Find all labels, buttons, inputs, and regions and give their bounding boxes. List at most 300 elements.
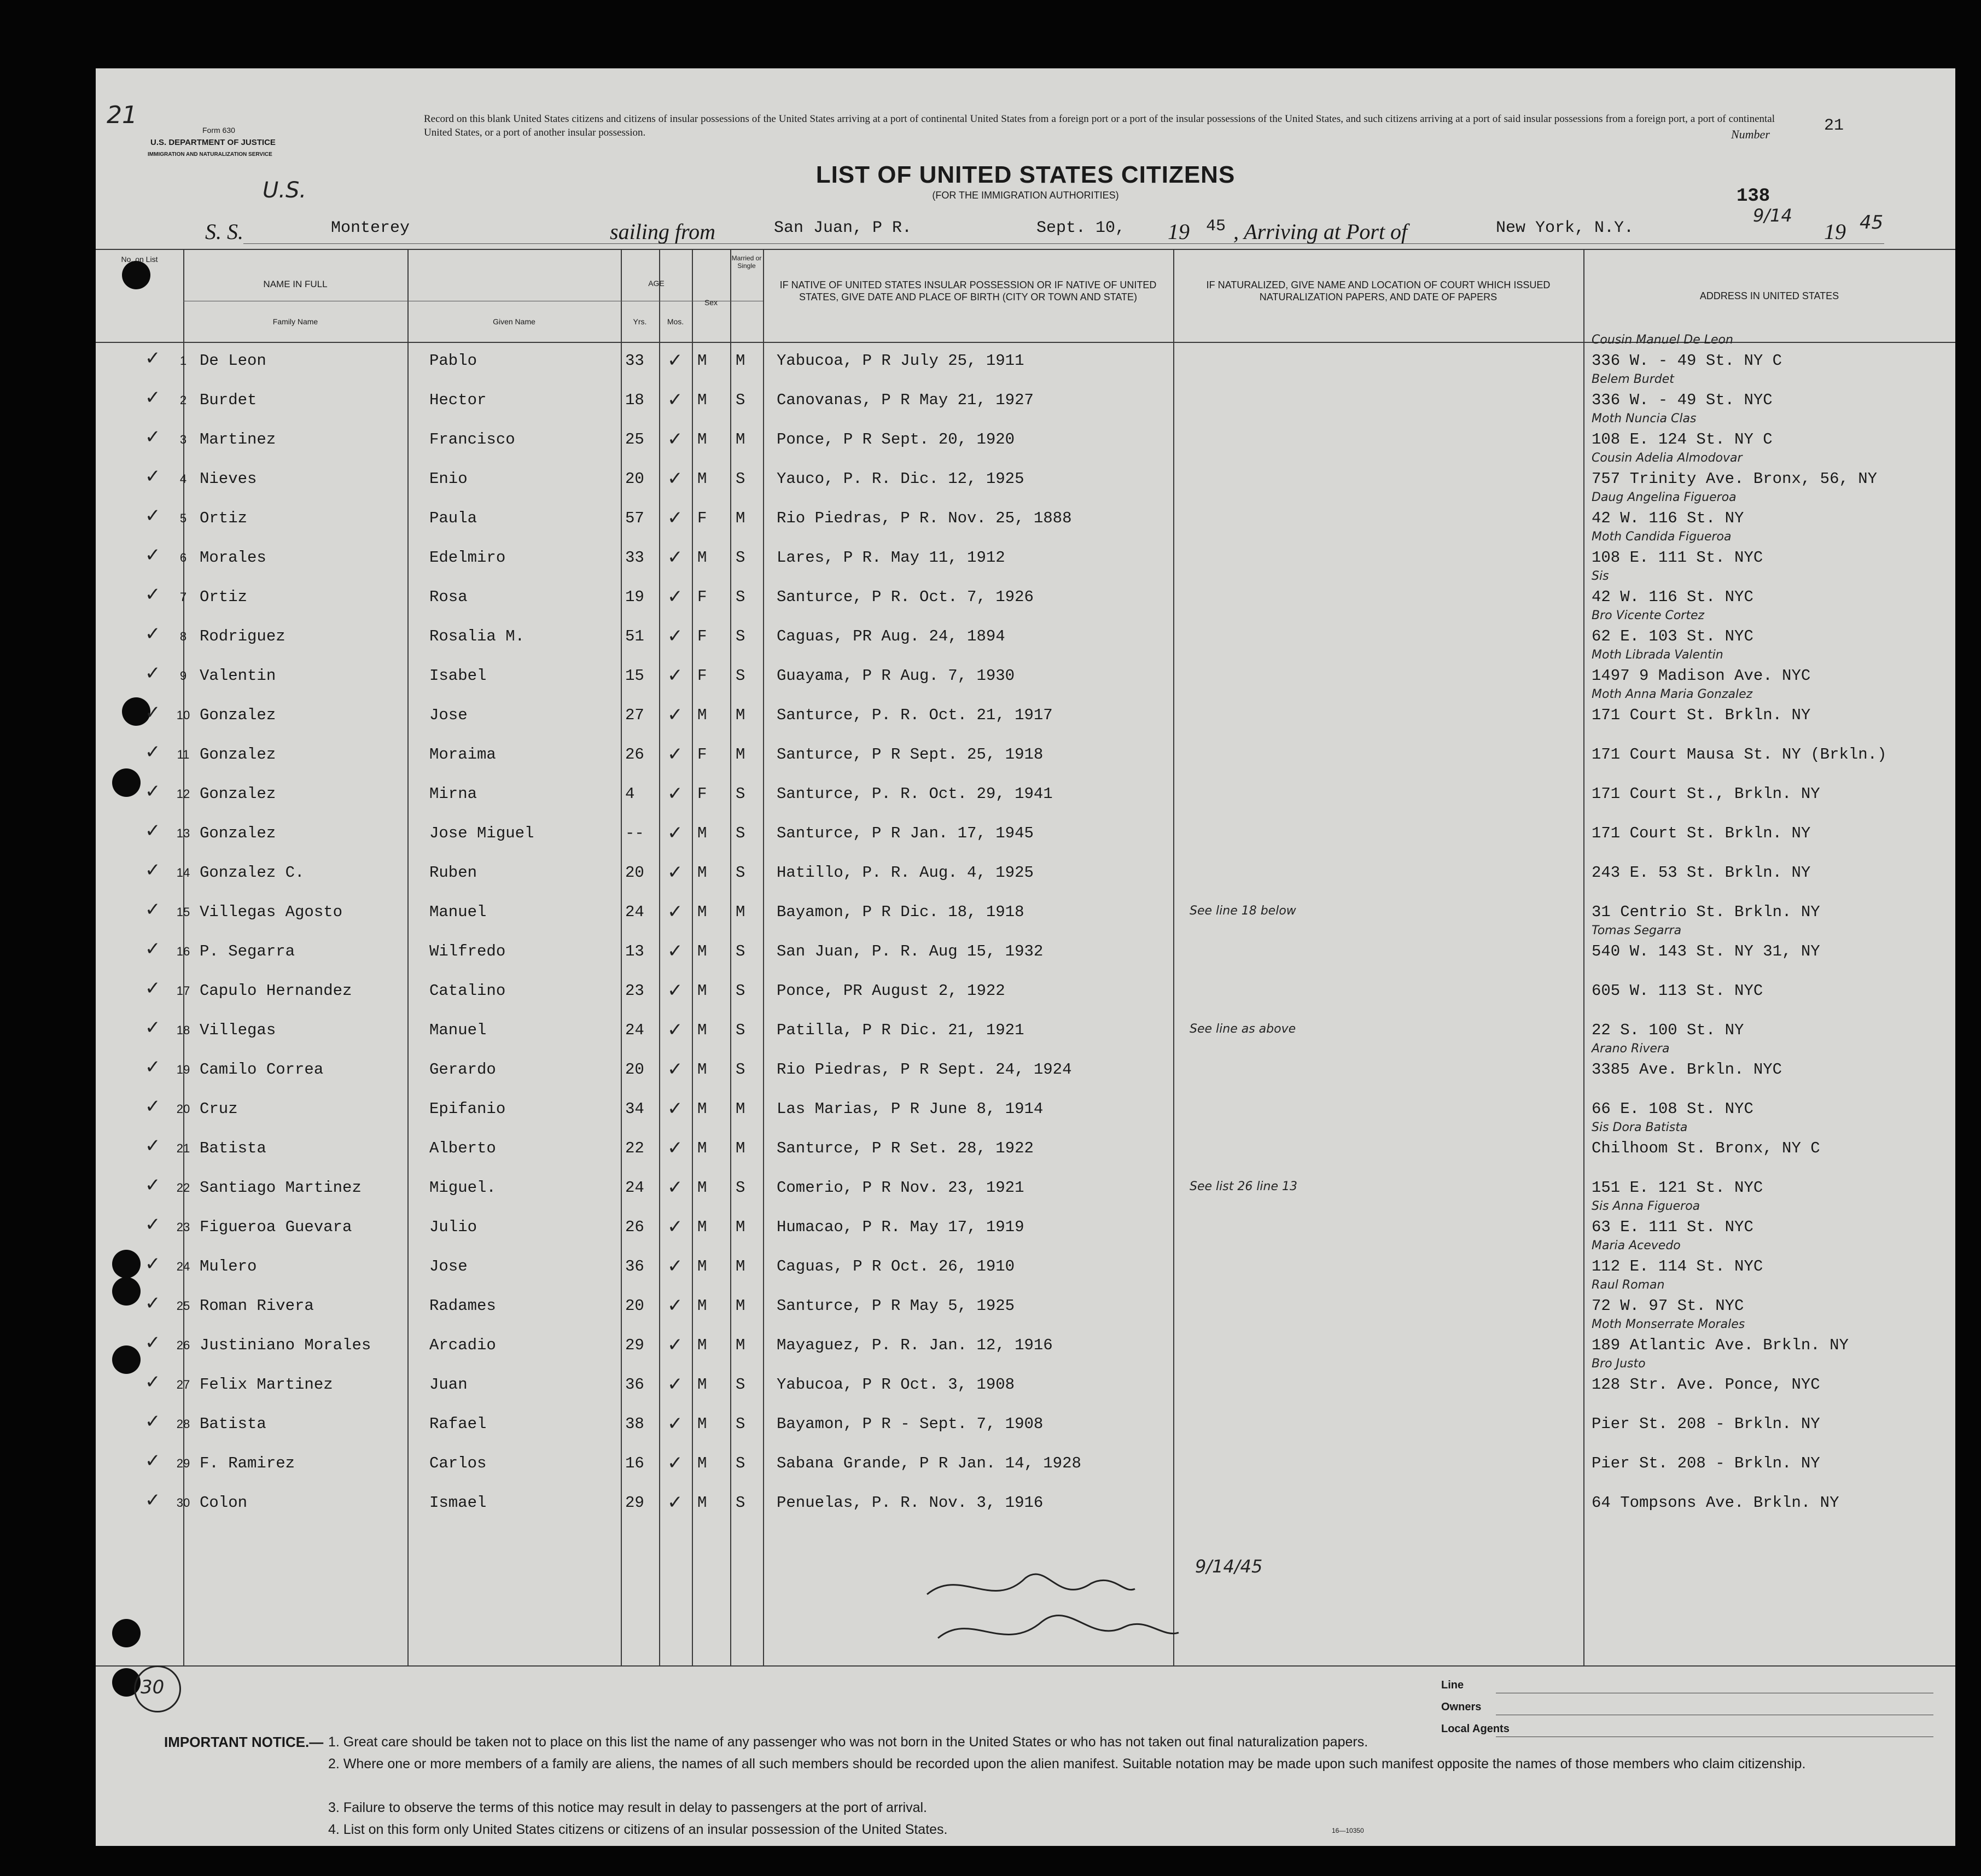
col-yrs: Yrs. bbox=[633, 317, 647, 326]
check-mark-icon: ✓ bbox=[667, 1137, 683, 1159]
check-mark-icon: ✓ bbox=[145, 1096, 161, 1117]
cell-given: Miguel. bbox=[429, 1179, 496, 1197]
cell-ms: M bbox=[736, 1336, 745, 1354]
check-mark-icon: ✓ bbox=[667, 940, 683, 962]
check-mark-icon: ✓ bbox=[145, 820, 161, 842]
cell-family: Ortiz bbox=[200, 588, 248, 606]
cell-no: 9 bbox=[179, 669, 187, 683]
cell-given: Jose bbox=[429, 1257, 468, 1275]
check-mark-icon: ✓ bbox=[667, 822, 683, 844]
cell-ms: S bbox=[736, 391, 745, 409]
arrival-port: New York, N.Y. bbox=[1496, 219, 1634, 237]
check-mark-icon: ✓ bbox=[145, 702, 161, 724]
cell-birth: Bayamon, P R Dic. 18, 1918 bbox=[777, 903, 1024, 921]
cell-address: 540 W. 143 St. NY 31, NY bbox=[1592, 942, 1820, 960]
cell-birth: Caguas, PR Aug. 24, 1894 bbox=[777, 627, 1005, 645]
cell-family: Gonzalez bbox=[200, 706, 276, 724]
cell-family: Rodriguez bbox=[200, 627, 286, 645]
cell-no: 10 bbox=[176, 708, 190, 722]
cell-birth: Caguas, P R Oct. 26, 1910 bbox=[777, 1257, 1015, 1275]
table-row bbox=[96, 1357, 1955, 1409]
cell-birth: Santurce, P R. Oct. 7, 1926 bbox=[777, 588, 1034, 606]
cell-no: 19 bbox=[176, 1063, 190, 1076]
check-mark-icon: ✓ bbox=[145, 1371, 161, 1393]
check-mark-icon: ✓ bbox=[145, 426, 161, 448]
handwritten-note: Moth Monserrate Morales bbox=[1592, 1318, 1745, 1331]
cell-birth: Canovanas, P R May 21, 1927 bbox=[777, 391, 1034, 409]
cell-address: 189 Atlantic Ave. Brkln. NY bbox=[1592, 1336, 1849, 1354]
cell-ms: S bbox=[736, 1494, 745, 1512]
cell-birth: Guayama, P R Aug. 7, 1930 bbox=[777, 667, 1015, 685]
cell-sex: M bbox=[697, 549, 707, 567]
handwritten-note: Cousin Manuel De Leon bbox=[1592, 333, 1733, 347]
cell-given: Epifanio bbox=[429, 1100, 506, 1118]
table-row bbox=[96, 977, 1955, 1016]
cell-yrs: 51 bbox=[625, 627, 644, 645]
cell-no: 25 bbox=[176, 1299, 190, 1313]
cell-ms: M bbox=[736, 430, 745, 448]
cell-birth: Rio Piedras, P R. Nov. 25, 1888 bbox=[777, 509, 1072, 527]
department: U.S. DEPARTMENT OF JUSTICE bbox=[150, 138, 276, 147]
handwritten-note: See list 26 line 13 bbox=[1190, 1180, 1298, 1193]
cell-family: Santiago Martinez bbox=[200, 1179, 362, 1197]
cell-address: 171 Court St. Brkln. NY bbox=[1592, 824, 1811, 842]
cell-yrs: 29 bbox=[625, 1336, 644, 1354]
check-mark-icon: ✓ bbox=[667, 349, 683, 371]
cell-given: Rosa bbox=[429, 588, 468, 606]
cell-given: Radames bbox=[429, 1297, 496, 1315]
cell-family: P. Segarra bbox=[200, 942, 295, 960]
cell-address: 31 Centrio St. Brkln. NY bbox=[1592, 903, 1820, 921]
cell-given: Juan bbox=[429, 1376, 468, 1394]
table-row bbox=[96, 924, 1955, 976]
cell-birth: San Juan, P. R. Aug 15, 1932 bbox=[777, 942, 1044, 960]
check-mark-icon: ✓ bbox=[667, 1216, 683, 1238]
check-mark-icon: ✓ bbox=[145, 1411, 161, 1432]
cell-sex: F bbox=[697, 588, 707, 606]
cell-address: 605 W. 113 St. NYC bbox=[1592, 982, 1763, 1000]
check-mark-icon: ✓ bbox=[667, 625, 683, 647]
cell-yrs: 4 bbox=[625, 785, 635, 803]
cell-sex: M bbox=[697, 706, 707, 724]
cell-family: Batista bbox=[200, 1415, 266, 1433]
cell-no: 7 bbox=[179, 590, 187, 604]
check-mark-icon: ✓ bbox=[145, 1253, 161, 1275]
handwritten-note: Raul Roman bbox=[1592, 1278, 1665, 1292]
cell-ms: S bbox=[736, 667, 745, 685]
cell-yrs: 20 bbox=[625, 1297, 644, 1315]
cell-address: 64 Tompsons Ave. Brkln. NY bbox=[1592, 1494, 1839, 1512]
cell-family: Gonzalez bbox=[200, 745, 276, 764]
cell-given: Catalino bbox=[429, 982, 506, 1000]
cell-sex: M bbox=[697, 1218, 707, 1236]
check-mark-icon: ✓ bbox=[145, 1056, 161, 1078]
check-mark-icon: ✓ bbox=[145, 387, 161, 409]
cell-given: Isabel bbox=[429, 667, 487, 685]
cell-no: 17 bbox=[176, 984, 190, 998]
cell-given: Pablo bbox=[429, 352, 477, 370]
cell-birth: Yabucoa, P R Oct. 3, 1908 bbox=[777, 1376, 1015, 1394]
cell-no: 3 bbox=[179, 433, 187, 446]
cell-sex: F bbox=[697, 667, 707, 685]
cell-birth: Ponce, PR August 2, 1922 bbox=[777, 982, 1005, 1000]
table-row bbox=[96, 1318, 1955, 1370]
cell-ms: M bbox=[736, 745, 745, 764]
col-family-name: Family Name bbox=[272, 317, 318, 326]
cell-family: Villegas bbox=[200, 1021, 276, 1039]
cell-ms: S bbox=[736, 549, 745, 567]
cell-yrs: 20 bbox=[625, 864, 644, 882]
number-value: 21 bbox=[1824, 116, 1844, 135]
cell-given: Enio bbox=[429, 470, 468, 488]
cell-birth: Rio Piedras, P R Sept. 24, 1924 bbox=[777, 1061, 1072, 1079]
cell-no: 15 bbox=[176, 905, 190, 919]
table-row bbox=[96, 820, 1955, 858]
cell-sex: M bbox=[697, 1139, 707, 1157]
table-row bbox=[96, 1239, 1955, 1291]
arrival-year: 45 bbox=[1860, 212, 1884, 234]
cell-birth: Comerio, P R Nov. 23, 1921 bbox=[777, 1179, 1024, 1197]
check-mark-icon: ✓ bbox=[667, 665, 683, 686]
cell-address: 108 E. 111 St. NYC bbox=[1592, 549, 1763, 567]
check-mark-icon: ✓ bbox=[145, 938, 161, 960]
check-mark-icon: ✓ bbox=[145, 623, 161, 645]
cell-given: Rosalia M. bbox=[429, 627, 525, 645]
ss-prefix-handwritten: U.S. bbox=[263, 178, 307, 203]
handwritten-note: Moth Nuncia Clas bbox=[1592, 412, 1697, 426]
cell-sex: M bbox=[697, 1100, 707, 1118]
col-no-on-list: No. on List bbox=[121, 255, 158, 264]
handwritten-note: Bro Justo bbox=[1592, 1357, 1646, 1371]
cell-address: 63 E. 111 St. NYC bbox=[1592, 1218, 1753, 1236]
check-mark-icon: ✓ bbox=[667, 1452, 683, 1474]
table-row bbox=[96, 688, 1955, 740]
check-mark-icon: ✓ bbox=[145, 1174, 161, 1196]
col-name-in-full: NAME IN FULL bbox=[263, 279, 328, 289]
handwritten-note: Sis bbox=[1592, 569, 1609, 583]
cell-family: Villegas Agosto bbox=[200, 903, 343, 921]
cell-yrs: 24 bbox=[625, 1179, 644, 1197]
handwritten-note: Moth Librada Valentin bbox=[1592, 648, 1723, 662]
cell-family: Nieves bbox=[200, 470, 257, 488]
col-birth: IF NATIVE OF UNITED STATES INSULAR POSSESSION OR IF NATIVE OF UNITED STATES, GIVE DATE AND PLACE OF BIRTH (CITY OR TOWN AND STATE) bbox=[779, 279, 1157, 302]
cell-no: 14 bbox=[176, 866, 190, 879]
cell-no: 29 bbox=[176, 1456, 190, 1470]
cell-sex: M bbox=[697, 864, 707, 882]
cell-given: Julio bbox=[429, 1218, 477, 1236]
sail-year: 45 bbox=[1206, 217, 1226, 236]
cell-yrs: 22 bbox=[625, 1139, 644, 1157]
check-mark-icon: ✓ bbox=[145, 1017, 161, 1039]
col-address: ADDRESS IN UNITED STATES bbox=[1699, 290, 1839, 301]
manifest-sheet bbox=[96, 68, 1955, 1846]
cell-birth: Lares, P R. May 11, 1912 bbox=[777, 549, 1005, 567]
cell-no: 6 bbox=[179, 551, 187, 564]
check-mark-icon: ✓ bbox=[667, 783, 683, 805]
col-given-name: Given Name bbox=[493, 317, 535, 326]
cell-birth: Santurce, P R Sept. 25, 1918 bbox=[777, 745, 1044, 764]
cell-ms: S bbox=[736, 1179, 745, 1197]
page-number-handwritten: 21 bbox=[107, 101, 137, 129]
cell-yrs: 36 bbox=[625, 1376, 644, 1394]
cell-sex: M bbox=[697, 1336, 707, 1354]
cell-no: 21 bbox=[176, 1141, 190, 1155]
arrival-number: 138 bbox=[1737, 186, 1770, 207]
cell-no: 5 bbox=[179, 511, 187, 525]
ss-label: S. S. bbox=[205, 219, 243, 244]
cell-sex: M bbox=[697, 391, 707, 409]
print-code: 16—10350 bbox=[1332, 1827, 1364, 1834]
cell-sex: M bbox=[697, 1454, 707, 1472]
cell-no: 30 bbox=[176, 1496, 190, 1510]
check-mark-icon: ✓ bbox=[145, 1292, 161, 1314]
cell-family: Camilo Correa bbox=[200, 1061, 324, 1079]
cell-given: Paula bbox=[429, 509, 477, 527]
cell-yrs: 57 bbox=[625, 509, 644, 527]
cell-yrs: 20 bbox=[625, 470, 644, 488]
cell-sex: M bbox=[697, 903, 707, 921]
cell-ms: S bbox=[736, 864, 745, 882]
cell-yrs: 15 bbox=[625, 667, 644, 685]
cell-ms: S bbox=[736, 982, 745, 1000]
handwritten-note: See line as above bbox=[1190, 1022, 1296, 1036]
check-mark-icon: ✓ bbox=[145, 1214, 161, 1236]
cell-yrs: 27 bbox=[625, 706, 644, 724]
cell-ms: M bbox=[736, 903, 745, 921]
cell-ms: M bbox=[736, 1139, 745, 1157]
check-mark-icon: ✓ bbox=[667, 704, 683, 726]
cell-family: Mulero bbox=[200, 1257, 257, 1275]
cell-family: Ortiz bbox=[200, 509, 248, 527]
cell-address: 22 S. 100 St. NY bbox=[1592, 1021, 1744, 1039]
check-mark-icon: ✓ bbox=[145, 780, 161, 802]
check-mark-icon: ✓ bbox=[145, 1332, 161, 1354]
cell-ms: M bbox=[736, 1257, 745, 1275]
handwritten-note: Sis Anna Figueroa bbox=[1592, 1199, 1700, 1213]
cell-ms: S bbox=[736, 470, 745, 488]
cell-yrs: 33 bbox=[625, 352, 644, 370]
cell-ms: S bbox=[736, 1021, 745, 1039]
cell-birth: Las Marias, P R June 8, 1914 bbox=[777, 1100, 1044, 1118]
check-mark-icon: ✓ bbox=[145, 1489, 161, 1511]
cell-sex: M bbox=[697, 1179, 707, 1197]
cell-sex: F bbox=[697, 745, 707, 764]
page-title: LIST OF UNITED STATES CITIZENS bbox=[815, 161, 1236, 188]
cell-address: 757 Trinity Ave. Bronx, 56, NY bbox=[1592, 470, 1878, 488]
table-row bbox=[96, 530, 1955, 582]
cell-yrs: 16 bbox=[625, 1454, 644, 1472]
cell-birth: Santurce, P R May 5, 1925 bbox=[777, 1297, 1015, 1315]
table-row bbox=[96, 1489, 1955, 1528]
cell-birth: Santurce, P R Jan. 17, 1945 bbox=[777, 824, 1034, 842]
cell-address: 151 E. 121 St. NYC bbox=[1592, 1179, 1763, 1197]
handwritten-note: Sis Dora Batista bbox=[1592, 1121, 1688, 1134]
check-mark-icon: ✓ bbox=[667, 586, 683, 608]
cell-address: 72 W. 97 St. NYC bbox=[1592, 1297, 1744, 1315]
cell-yrs: 38 bbox=[625, 1415, 644, 1433]
cell-no: 16 bbox=[176, 945, 190, 958]
cell-given: Hector bbox=[429, 391, 487, 409]
cell-sex: F bbox=[697, 627, 707, 645]
arriving-label: , Arriving at Port of bbox=[1233, 219, 1408, 244]
notice-3: 3. Failure to observe the terms of this notice may result in delay to passengers at the port of arrival. bbox=[328, 1800, 927, 1815]
check-mark-icon: ✓ bbox=[667, 428, 683, 450]
cell-ms: S bbox=[736, 627, 745, 645]
cell-given: Rafael bbox=[429, 1415, 487, 1433]
cell-address: 171 Court Mausa St. NY (Brkln.) bbox=[1592, 745, 1887, 764]
check-mark-icon: ✓ bbox=[145, 859, 161, 881]
cell-sex: M bbox=[697, 1061, 707, 1079]
cell-given: Wilfredo bbox=[429, 942, 506, 960]
cell-given: Manuel bbox=[429, 903, 487, 921]
cell-family: Gonzalez bbox=[200, 785, 276, 803]
check-mark-icon: ✓ bbox=[145, 465, 161, 487]
handwritten-note: Tomas Segarra bbox=[1592, 924, 1682, 937]
table-row bbox=[96, 780, 1955, 819]
cell-sex: F bbox=[697, 509, 707, 527]
cell-given: Arcadio bbox=[429, 1336, 496, 1354]
cell-family: Morales bbox=[200, 549, 266, 567]
cell-address: Chilhoom St. Bronx, NY C bbox=[1592, 1139, 1820, 1157]
check-mark-icon: ✓ bbox=[145, 584, 161, 605]
cell-yrs: 23 bbox=[625, 982, 644, 1000]
cell-ms: S bbox=[736, 942, 745, 960]
service: IMMIGRATION AND NATURALIZATION SERVICE bbox=[148, 152, 272, 158]
notice-title: IMPORTANT NOTICE.— bbox=[164, 1734, 324, 1750]
cell-address: 243 E. 53 St. Brkln. NY bbox=[1592, 864, 1811, 882]
cell-yrs: 26 bbox=[625, 745, 644, 764]
cell-sex: M bbox=[697, 1415, 707, 1433]
cell-no: 23 bbox=[176, 1220, 190, 1234]
handwritten-note: Cousin Adelia Almodovar bbox=[1592, 451, 1743, 465]
cell-yrs: 29 bbox=[625, 1494, 644, 1512]
check-mark-icon: ✓ bbox=[145, 347, 161, 369]
cell-ms: S bbox=[736, 785, 745, 803]
arrival-date-handwritten: 9/14 bbox=[1753, 205, 1792, 226]
check-mark-icon: ✓ bbox=[667, 468, 683, 490]
col-age: AGE bbox=[648, 279, 665, 288]
cell-ms: M bbox=[736, 352, 745, 370]
check-mark-icon: ✓ bbox=[145, 741, 161, 763]
cell-yrs: 25 bbox=[625, 430, 644, 448]
check-mark-icon: ✓ bbox=[667, 389, 683, 411]
cell-ms: M bbox=[736, 1297, 745, 1315]
cell-family: F. Ramirez bbox=[200, 1454, 295, 1472]
check-mark-icon: ✓ bbox=[145, 662, 161, 684]
table-top-rule bbox=[96, 249, 1955, 250]
cell-no: 27 bbox=[176, 1378, 190, 1391]
cell-no: 26 bbox=[176, 1338, 190, 1352]
cell-sex: M bbox=[697, 1021, 707, 1039]
cell-sex: M bbox=[697, 982, 707, 1000]
ship-line-rule bbox=[243, 243, 1884, 244]
cell-no: 13 bbox=[176, 826, 190, 840]
cell-address: Pier St. 208 - Brkln. NY bbox=[1592, 1454, 1820, 1472]
table-row bbox=[96, 1042, 1955, 1094]
cell-yrs: 33 bbox=[625, 549, 644, 567]
cell-given: Gerardo bbox=[429, 1061, 496, 1079]
cell-no: 22 bbox=[176, 1181, 190, 1195]
cell-given: Carlos bbox=[429, 1454, 487, 1472]
cell-birth: Santurce, P R Set. 28, 1922 bbox=[777, 1139, 1034, 1157]
cell-yrs: 34 bbox=[625, 1100, 644, 1118]
cell-family: Cruz bbox=[200, 1100, 238, 1118]
cell-family: Colon bbox=[200, 1494, 248, 1512]
check-mark-icon: ✓ bbox=[667, 901, 683, 923]
cell-birth: Humacao, P R. May 17, 1919 bbox=[777, 1218, 1024, 1236]
cell-no: 24 bbox=[176, 1260, 190, 1273]
cell-sex: M bbox=[697, 1257, 707, 1275]
cell-family: Burdet bbox=[200, 391, 257, 409]
cell-family: Justiniano Morales bbox=[200, 1336, 371, 1354]
cell-family: Gonzalez bbox=[200, 824, 276, 842]
cell-family: Valentin bbox=[200, 667, 276, 685]
check-mark-icon: ✓ bbox=[667, 980, 683, 1001]
cell-given: Alberto bbox=[429, 1139, 496, 1157]
check-mark-icon: ✓ bbox=[667, 861, 683, 883]
cell-birth: Sabana Grande, P R Jan. 14, 1928 bbox=[777, 1454, 1081, 1472]
cell-address: 3385 Ave. Brkln. NYC bbox=[1592, 1061, 1782, 1079]
cell-address: 128 Str. Ave. Ponce, NYC bbox=[1592, 1376, 1820, 1394]
cell-sex: M bbox=[697, 430, 707, 448]
check-mark-icon: ✓ bbox=[145, 1135, 161, 1157]
cell-sex: M bbox=[697, 470, 707, 488]
cell-ms: S bbox=[736, 1376, 745, 1394]
cell-address: 1497 9 Madison Ave. NYC bbox=[1592, 667, 1811, 685]
cell-birth: Patilla, P R Dic. 21, 1921 bbox=[777, 1021, 1024, 1039]
check-mark-icon: ✓ bbox=[667, 1058, 683, 1080]
cell-birth: Mayaguez, P. R. Jan. 12, 1916 bbox=[777, 1336, 1053, 1354]
check-mark-icon: ✓ bbox=[667, 1019, 683, 1041]
cell-given: Ismael bbox=[429, 1494, 487, 1512]
cell-birth: Penuelas, P. R. Nov. 3, 1916 bbox=[777, 1494, 1044, 1512]
punch-hole bbox=[122, 261, 150, 289]
sailing-label: sailing from bbox=[610, 219, 715, 244]
agents-label: Local Agents bbox=[1441, 1723, 1510, 1735]
passenger-count-circled: 30 bbox=[141, 1676, 165, 1698]
cell-ms: M bbox=[736, 706, 745, 724]
cell-address: Pier St. 208 - Brkln. NY bbox=[1592, 1415, 1820, 1433]
cell-yrs: 18 bbox=[625, 391, 644, 409]
cell-no: 4 bbox=[179, 472, 187, 486]
check-mark-icon: ✓ bbox=[145, 544, 161, 566]
notice-2: 2. Where one or more members of a family are aliens, the names of all such members should be recorded upon the alien manifest. Suitable notation may be made upon such manifest opposite the names of those members who claim citizenship. bbox=[328, 1756, 1806, 1772]
cell-family: Gonzalez C. bbox=[200, 864, 305, 882]
handwritten-note: Daug Angelina Figueroa bbox=[1592, 491, 1737, 504]
check-mark-icon: ✓ bbox=[667, 1176, 683, 1198]
cell-sex: M bbox=[697, 352, 707, 370]
check-mark-icon: ✓ bbox=[145, 899, 161, 920]
cell-yrs: -- bbox=[625, 824, 644, 842]
cell-given: Jose Miguel bbox=[429, 824, 534, 842]
cell-yrs: 24 bbox=[625, 1021, 644, 1039]
cell-family: Batista bbox=[200, 1139, 266, 1157]
cell-given: Jose bbox=[429, 706, 468, 724]
table-row bbox=[96, 1411, 1955, 1449]
cell-yrs: 20 bbox=[625, 1061, 644, 1079]
check-mark-icon: ✓ bbox=[667, 1295, 683, 1316]
cell-no: 28 bbox=[176, 1417, 190, 1431]
cell-birth: Santurce, P. R. Oct. 21, 1917 bbox=[777, 706, 1053, 724]
notice-1: 1. Great care should be taken not to place on this list the name of any passenger who was not born in the United States or who has not taken out final naturalization papers. bbox=[328, 1734, 1368, 1750]
cell-no: 8 bbox=[179, 630, 187, 643]
handwritten-note: Arano Rivera bbox=[1592, 1042, 1670, 1056]
table-row bbox=[96, 1450, 1955, 1488]
cell-address: 66 E. 108 St. NYC bbox=[1592, 1100, 1753, 1118]
cell-sex: M bbox=[697, 1297, 707, 1315]
table-row bbox=[96, 333, 1955, 386]
check-mark-icon: ✓ bbox=[667, 546, 683, 568]
